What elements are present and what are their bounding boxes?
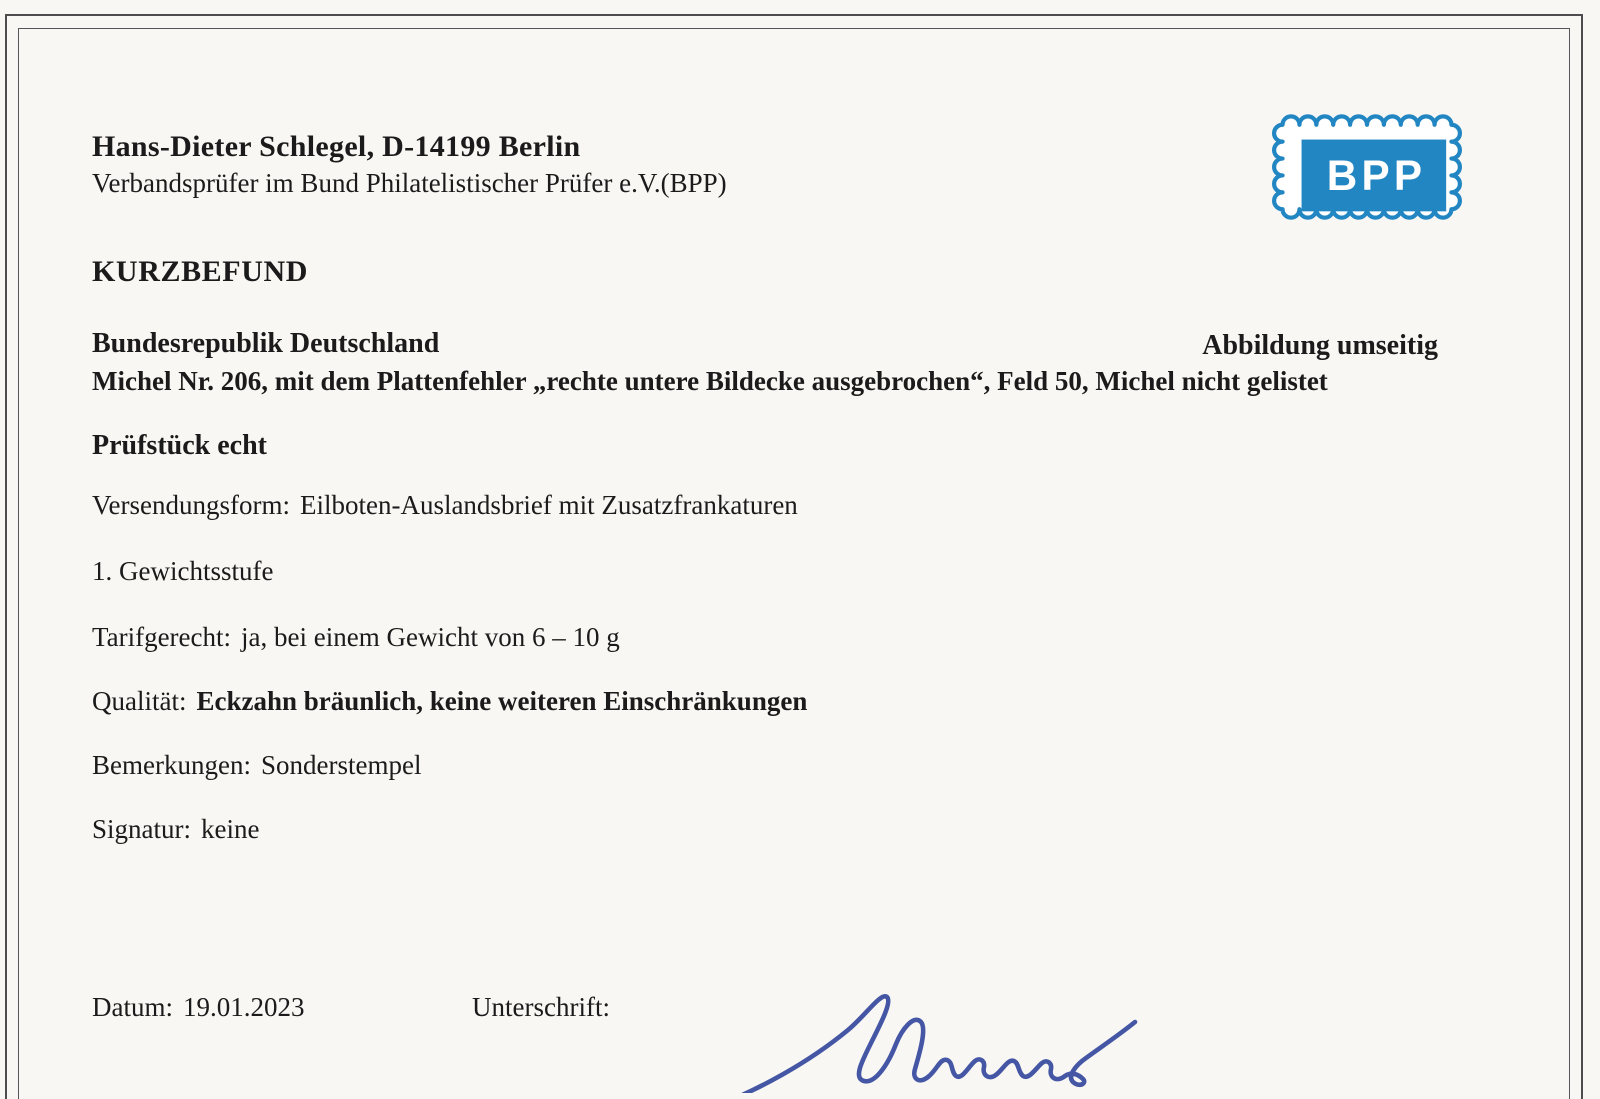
tariff-label: Tarifgerecht: xyxy=(92,622,232,652)
examiner-name: Hans-Dieter Schlegel, D-14199 Berlin xyxy=(92,130,581,163)
field-quality xyxy=(92,686,807,717)
illustration-note: Abbildung umseitig xyxy=(1202,330,1438,361)
field-signature-note xyxy=(92,814,259,845)
shipping-label: Versendungsform: xyxy=(92,490,290,520)
verdict: Prüfstück echt xyxy=(92,430,267,461)
date-value: 19.01.2023 xyxy=(183,992,305,1022)
examiner-role: Verbandsprüfer im Bund Philatelistischer Prüfer e.V.(BPP) xyxy=(92,168,727,198)
field-remarks xyxy=(92,750,421,781)
stamp-icon xyxy=(1272,114,1462,220)
date-label: Datum: xyxy=(92,992,173,1022)
field-weight-class: 1. Gewichtsstufe xyxy=(92,556,274,586)
item-description: Michel Nr. 206, mit dem Plattenfehler „rechte untere Bildecke ausgebrochen“, Feld 50, Michel nicht gelistet xyxy=(92,366,1328,396)
bpp-stamp-logo xyxy=(1272,114,1462,220)
field-tariff xyxy=(92,622,620,653)
tariff-value: ja, bei einem Gewicht von 6 – 10 g xyxy=(241,622,620,652)
signature-note-label: Signatur: xyxy=(92,814,191,844)
signature-note-value: keine xyxy=(201,814,260,844)
signature-ink-icon xyxy=(688,978,1188,1093)
quality-value: Eckzahn bräunlich, keine weiteren Einschränkungen xyxy=(196,686,808,716)
country-heading: Bundesrepublik Deutschland xyxy=(92,328,440,359)
bpp-logo-text: BPP xyxy=(1326,152,1427,200)
signature-caption: Unterschrift: xyxy=(472,992,610,1022)
field-date xyxy=(92,992,305,1023)
quality-label: Qualität: xyxy=(92,686,187,716)
signature-autograph xyxy=(688,978,1188,1093)
field-shipping xyxy=(92,490,798,521)
remarks-label: Bemerkungen: xyxy=(92,750,251,780)
document-title: KURZBEFUND xyxy=(92,255,309,288)
shipping-value: Eilboten-Auslandsbrief mit Zusatzfrankaturen xyxy=(299,490,798,520)
remarks-value: Sonderstempel xyxy=(260,750,422,780)
